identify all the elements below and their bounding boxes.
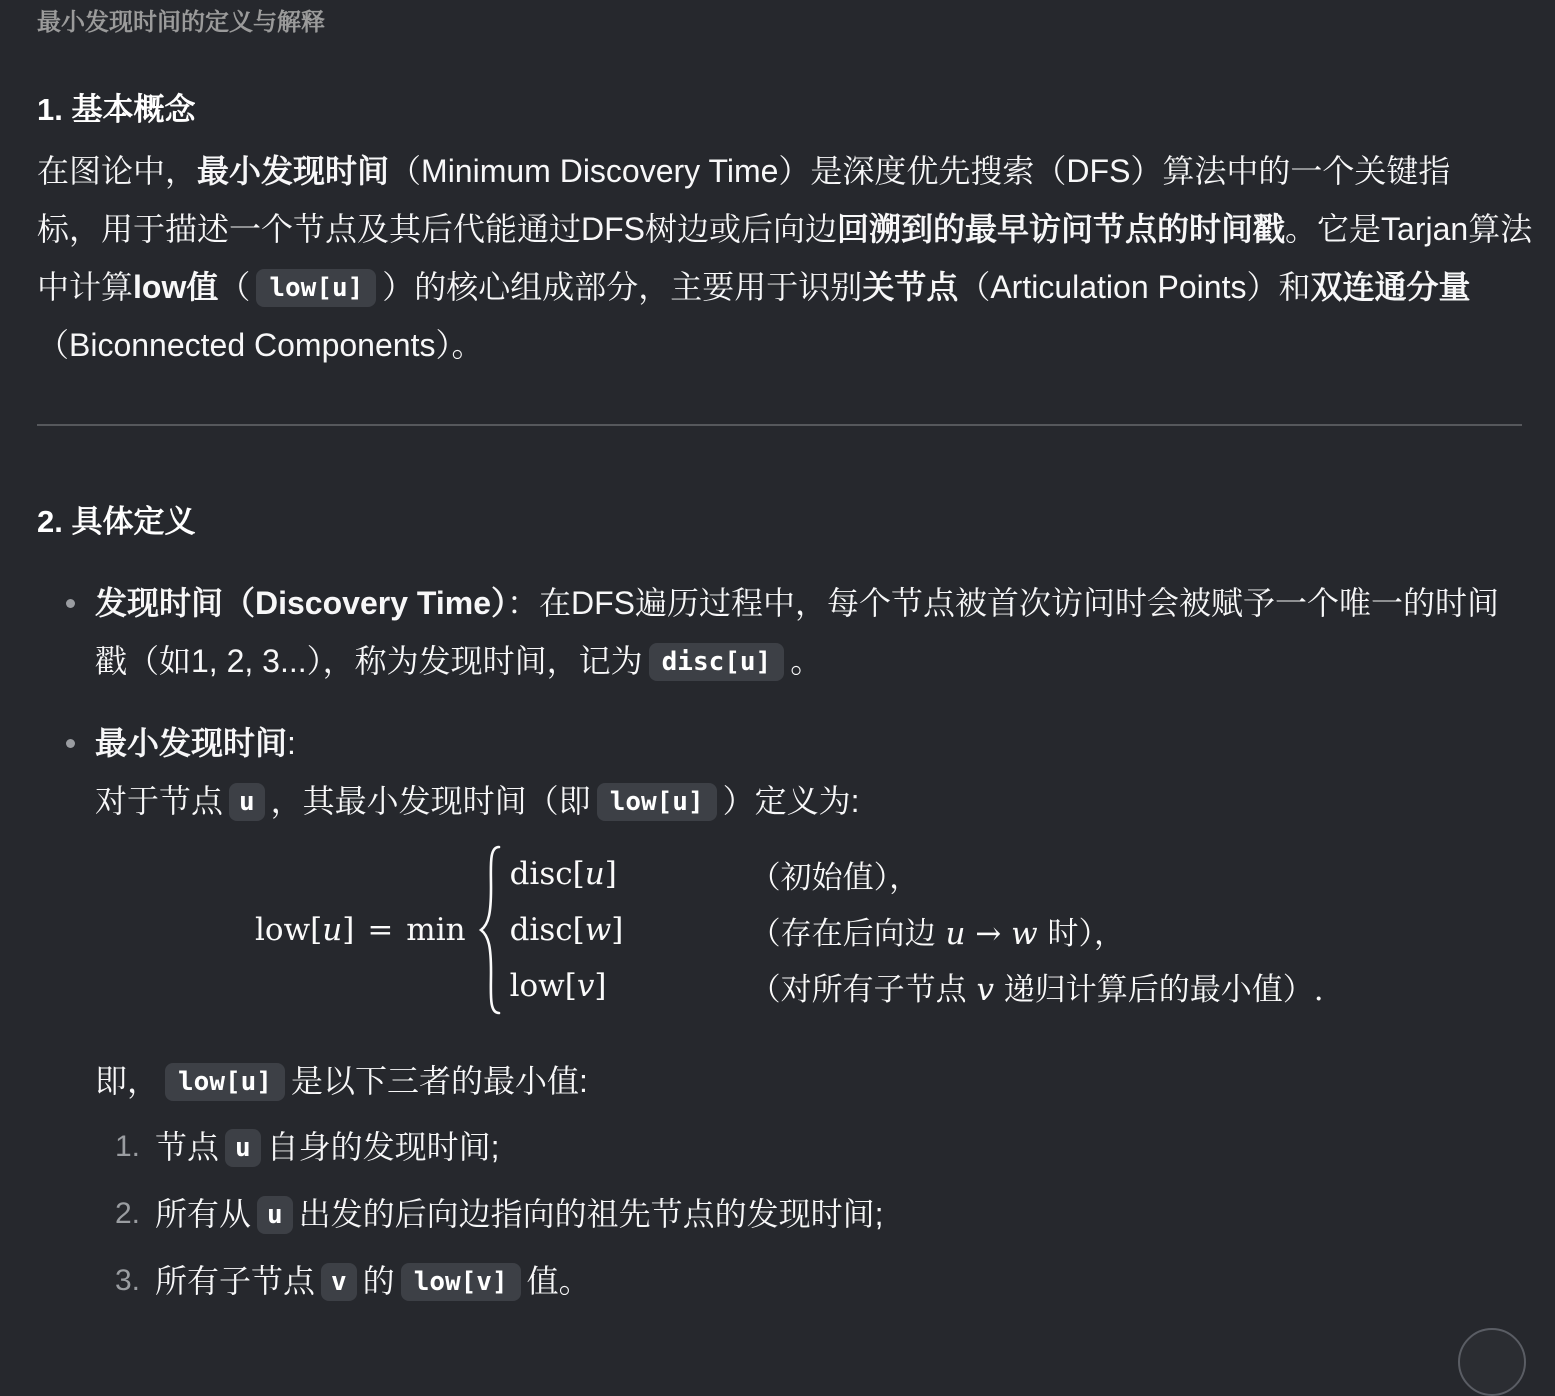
numbered-item-2 xyxy=(37,1185,1537,1243)
paragraph-line xyxy=(37,200,1537,258)
bullet-icon xyxy=(66,739,75,748)
text-run: ）定义为: xyxy=(722,783,860,819)
summary-line xyxy=(95,1052,1537,1110)
text-run: : xyxy=(287,725,296,761)
bullet-line xyxy=(95,574,1537,632)
text-run: 所有子节点 xyxy=(155,1263,316,1299)
text-run: ：在DFS遍历过程中，每个节点被首次访问时会被赋予一个唯一的时间 xyxy=(507,585,1500,621)
text-run: 出发的后向边指向的祖先节点的发现时间; xyxy=(298,1196,884,1232)
text-run: 自身的发现时间; xyxy=(266,1129,500,1165)
text-run: 递归计算后的最小值）. xyxy=(993,971,1324,1008)
list-item-min-discovery-time xyxy=(37,714,1537,830)
case-description xyxy=(750,964,1324,1009)
low-u-cases-formula xyxy=(255,844,1537,1016)
inline-code-low-u: low[u] xyxy=(256,269,376,307)
math-bracket: [ xyxy=(572,912,585,948)
formula-lhs xyxy=(255,912,466,948)
text-run: 中计算 xyxy=(37,269,134,305)
bold-run: low值 xyxy=(133,269,219,305)
text-run: ，其最小发现时间（即 xyxy=(270,783,591,819)
inline-code-v: v xyxy=(321,1263,357,1301)
bullet-line xyxy=(95,632,1537,690)
numbered-item-1 xyxy=(37,1118,1537,1176)
inline-code-u: u xyxy=(257,1196,293,1234)
text-run: 值。 xyxy=(526,1263,591,1299)
bold-run: 关节点 xyxy=(862,269,959,305)
math-fn: low xyxy=(255,912,311,948)
text-run: 在图论中， xyxy=(37,153,198,189)
math-var: u xyxy=(584,856,605,892)
bullet-content xyxy=(95,574,1537,690)
text-run: （Biconnected Components）。 xyxy=(37,327,484,363)
text-run: （存在后向边 xyxy=(749,915,946,952)
case-row-initial xyxy=(510,846,1324,902)
curly-brace-icon xyxy=(476,844,504,1016)
list-item-text xyxy=(155,1185,1537,1243)
math-fn: low xyxy=(509,968,565,1004)
text-run: 时）， xyxy=(1037,915,1125,952)
case-row-back-edge xyxy=(510,902,1324,958)
text-run: 。它是Tarjan算法 xyxy=(1285,211,1533,247)
case-description xyxy=(750,852,921,897)
case-row-children xyxy=(510,958,1324,1014)
text-run: 对于节点 xyxy=(95,783,224,819)
text-run: （初始值）， xyxy=(749,859,921,896)
paragraph-line xyxy=(37,258,1537,316)
math-var: w xyxy=(584,912,612,948)
bold-run: 回溯到的最早访问节点的时间戳 xyxy=(837,211,1286,247)
bullet-line xyxy=(95,714,1537,772)
numbered-item-3 xyxy=(37,1252,1537,1310)
case-expr xyxy=(510,912,750,948)
inline-code-u: u xyxy=(225,1129,261,1167)
formula-cases xyxy=(510,846,1324,1014)
intro-paragraph xyxy=(37,142,1537,374)
text-run: （Articulation Points）和 xyxy=(958,269,1311,305)
text-run: （Minimum Discovery Time）是深度优先搜索（DFS）算法中的一个关键指 xyxy=(389,153,1451,189)
text-run: 即， xyxy=(95,1063,160,1099)
section-heading-definition: 2. 具体定义 xyxy=(37,504,196,539)
scroll-to-bottom-button[interactable] xyxy=(1458,1328,1526,1396)
bullet-content xyxy=(95,714,1537,830)
math-bracket: ] xyxy=(611,912,624,948)
list-number: 3. xyxy=(115,1264,141,1297)
inline-code-low-u: low[u] xyxy=(597,783,717,821)
inline-code-u: u xyxy=(229,783,265,821)
math-bracket: [ xyxy=(564,968,577,1004)
text-run: 节点 xyxy=(155,1129,220,1165)
bold-run: 双连通分量 xyxy=(1310,269,1471,305)
math-var: v xyxy=(976,971,994,1008)
math-bracket: [ xyxy=(572,856,585,892)
bullet-marker-col xyxy=(37,574,95,632)
math-bracket: ] xyxy=(604,856,617,892)
math-var: v xyxy=(576,968,595,1004)
numbered-list xyxy=(37,1118,1537,1310)
math-bracket: [ xyxy=(310,912,323,948)
section-heading-basic-concepts: 1. 基本概念 xyxy=(37,92,196,127)
case-expr xyxy=(510,968,750,1004)
math-equals: = xyxy=(367,912,394,948)
list-number: 2. xyxy=(115,1197,141,1230)
text-run: 是以下三者的最小值: xyxy=(290,1063,588,1099)
math-fn: disc xyxy=(509,856,573,892)
math-var: u xyxy=(322,912,343,948)
text-run: 。 xyxy=(790,643,823,679)
text-run: 标，用于描述一个节点及其后代能通过DFS树边或后向边 xyxy=(37,211,838,247)
page-title: 最小发现时间的定义与解释 xyxy=(37,9,325,36)
bullet-list xyxy=(37,574,1537,830)
list-number: 1. xyxy=(115,1130,141,1163)
text-run: ）的核心组成部分，主要用于识别 xyxy=(382,269,863,305)
list-item-discovery-time xyxy=(37,574,1537,690)
math-min-operator: min xyxy=(406,912,466,948)
math-bracket: ] xyxy=(342,912,355,948)
paragraph-line xyxy=(37,142,1537,200)
inline-code-low-v: low[v] xyxy=(401,1263,521,1301)
math-var: u → w xyxy=(945,915,1038,952)
case-description xyxy=(750,908,1125,953)
bullet-line xyxy=(95,772,1537,830)
text-run: 戳（如1, 2, 3...），称为发现时间，记为 xyxy=(95,643,643,679)
list-item-text xyxy=(155,1252,1537,1310)
math-bracket: ] xyxy=(594,968,607,1004)
case-expr xyxy=(510,856,750,892)
bold-run: 最小发现时间 xyxy=(197,153,390,189)
list-item-text xyxy=(155,1118,1537,1176)
bullet-icon xyxy=(66,599,75,608)
bullet-marker-col xyxy=(37,714,95,772)
math-fn: disc xyxy=(509,912,573,948)
bold-run: 发现时间（Discovery Time） xyxy=(95,585,507,621)
text-run: 的 xyxy=(362,1263,395,1299)
text-run: 所有从 xyxy=(155,1196,252,1232)
text-run: （ xyxy=(218,269,251,305)
bold-run: 最小发现时间 xyxy=(95,725,288,761)
section-divider xyxy=(37,424,1522,426)
inline-code-low-u: low[u] xyxy=(165,1063,285,1101)
paragraph-line xyxy=(37,316,1537,374)
text-run: （对所有子节点 xyxy=(749,971,977,1008)
inline-code-disc-u: disc[u] xyxy=(649,643,785,681)
